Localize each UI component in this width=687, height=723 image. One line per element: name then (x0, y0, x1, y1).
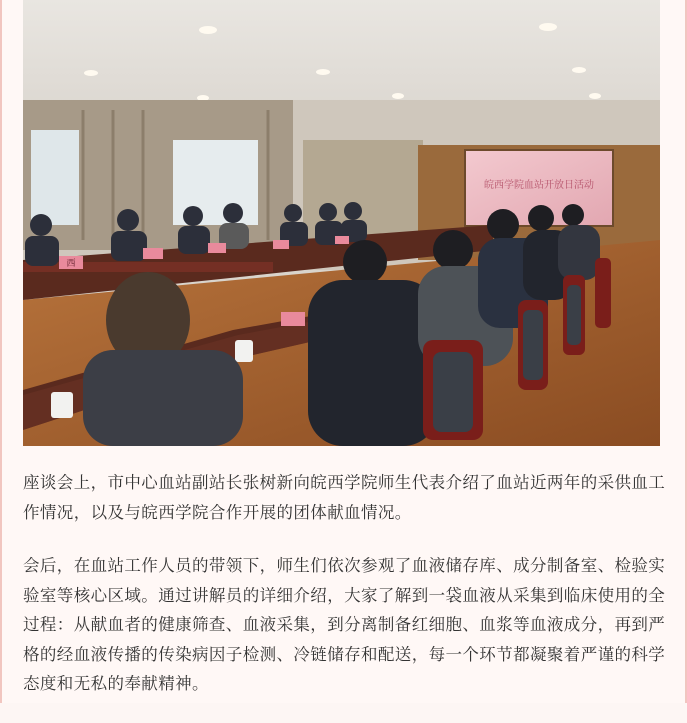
name-card-text: 西 (66, 259, 76, 269)
paragraph-2: 会后，在血站工作人员的带领下，师生们依次参观了血液储存库、成分制备室、检验实验室等核心区域。通过讲解员的详细介绍，大家了解到一袋血液从采集到临床使用的全过程：从献血者的健康筛查、血液采集，到分离制备红细胞、血浆等血液成分，再到严格的经血液传播的传染病因子检测、冷链储存和配送，每一个环节都凝聚着严谨的科学态度和无私的奉献精神。 (23, 556, 666, 693)
screen-text: 皖西学院血站开放日活动 (484, 180, 594, 191)
paragraph-1: 座谈会上，市中心血站副站长张树新向皖西学院师生代表介绍了血站近两年的采供血工作情况，以及与皖西学院合作开展的团体献血情况。 (23, 473, 666, 522)
article-text (23, 468, 668, 723)
meeting-photo (23, 0, 660, 446)
meeting-room-illustration (23, 0, 660, 446)
